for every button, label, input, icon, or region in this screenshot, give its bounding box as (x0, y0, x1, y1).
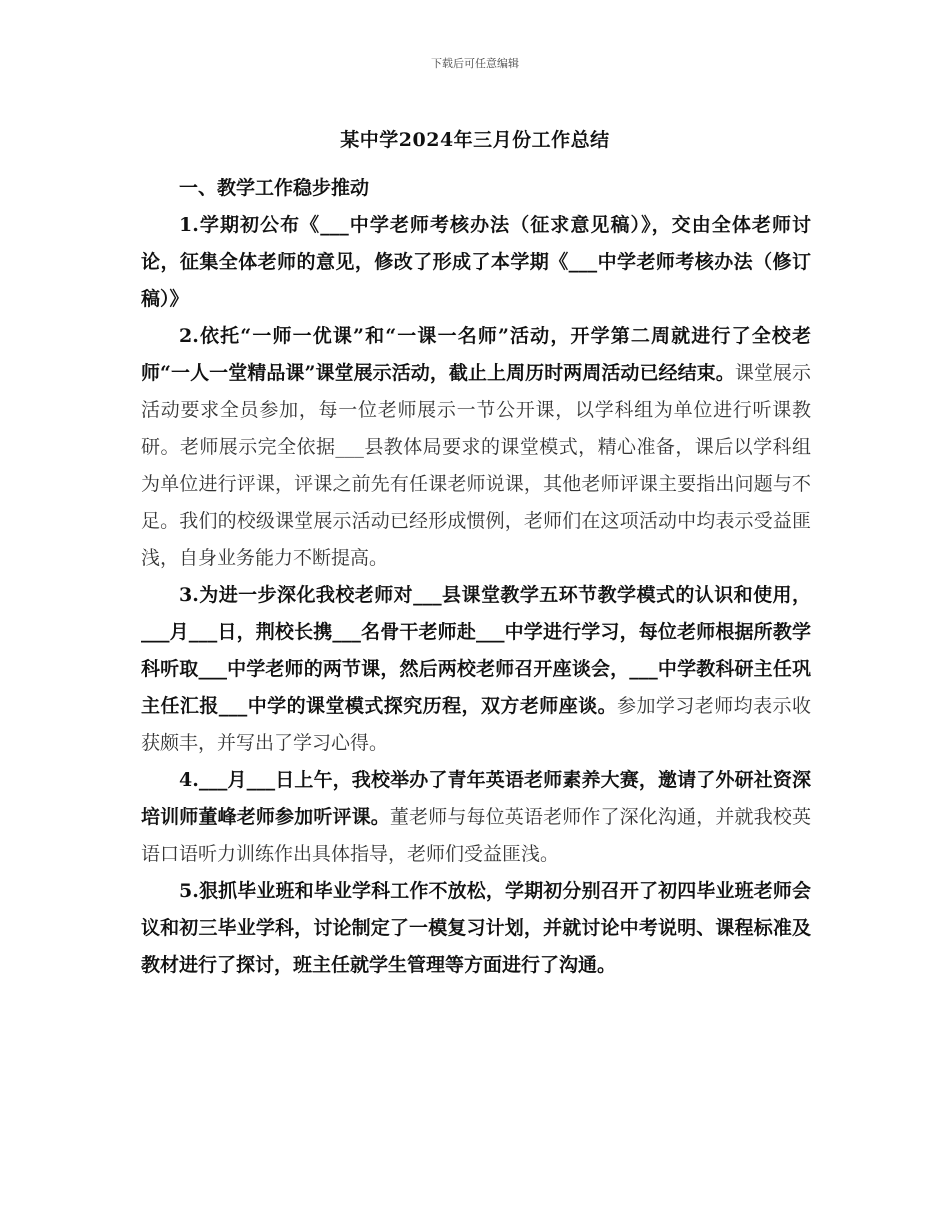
paragraph-1 (141, 207, 811, 318)
section-heading: 一、教学工作稳步推动 (179, 177, 370, 199)
paragraph-2-bold: 2.依托“一师一优课”和“一课一名师”活动，开学第二周就进行了全校老师“一人一堂精品课”课堂展示活动，截止上周历时两周活动已经结束。 (141, 325, 811, 384)
paragraph-3-normal: 参加学习老师均表示收获颇丰，并写出了学习心得。 (141, 695, 811, 754)
paragraph-5 (141, 873, 811, 984)
paragraph-4-normal: 董老师与每位英语老师作了深化沟通，并就我校英语口语听力训练作出具体指导，老师们受益匪浅。 (141, 806, 811, 865)
document-body (141, 170, 811, 984)
paragraph-1-bold: 1.学期初公布《___中学老师考核办法（征求意见稿）》，交由全体老师讨论，征集全体老师的意见，修改了形成了本学期《___中学老师考核办法（修订稿）》 (141, 214, 811, 310)
paragraph-3 (141, 577, 811, 762)
paragraph-4 (141, 762, 811, 873)
paragraph-5-bold: 5.狠抓毕业班和毕业学科工作不放松，学期初分别召开了初四毕业班老师会议和初三毕业学科，讨论制定了一模复习计划，并就讨论中考说明、课程标准及教材进行了探讨，班主任就学生管理等方面进行了沟通。 (141, 880, 811, 976)
document-title: 某中学2024年三月份工作总结 (340, 129, 610, 151)
paragraph-2 (141, 318, 811, 577)
paragraph-4-bold: 4.___月___日上午，我校举办了青年英语老师素养大赛，邀请了外研社资深培训师董峰老师参加听评课。 (141, 769, 811, 828)
paragraph-3-bold: 3.为进一步深化我校老师对___县课堂教学五环节教学模式的认识和使用，___月___日，荆校长携___名骨干老师赴___中学进行学习，每位老师根据所教学科听取___中学老师的两节课，然后两校老师召开座谈会，___中学教科研主任巩主任汇报___中学的课堂模式探究历程，双方老师座谈。 (141, 584, 811, 717)
header-note: 下载后可任意编辑 (431, 57, 519, 70)
paragraph-2-normal: 课堂展示活动要求全员参加，每一位老师展示一节公开课，以学科组为单位进行听课教研。老师展示完全依据___县教体局要求的课堂模式，精心准备，课后以学科组为单位进行评课，评课之前先有任课老师说课，其他老师评课主要指出问题与不足。我们的校级课堂展示活动已经形成惯例，老师们在这项活动中均表示受益匪浅，自身业务能力不断提高。 (141, 362, 811, 569)
